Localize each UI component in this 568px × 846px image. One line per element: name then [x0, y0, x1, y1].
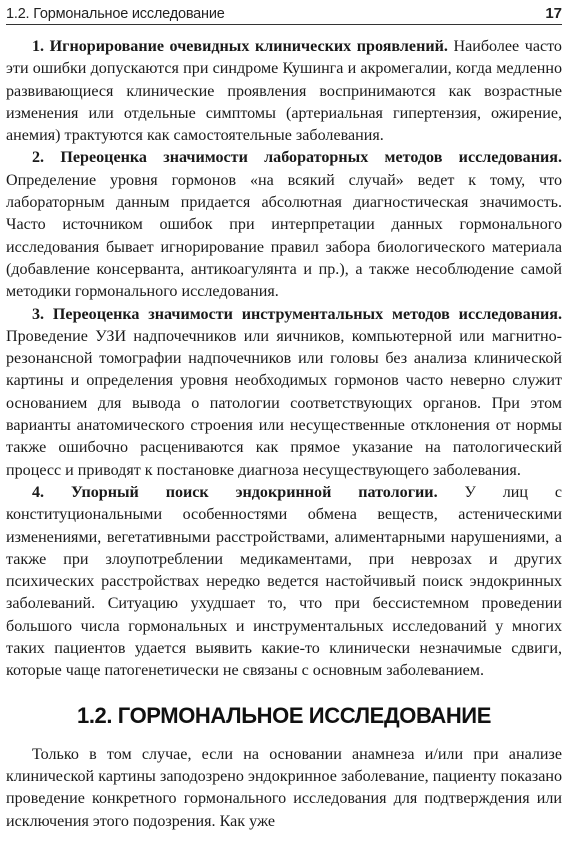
item-text: У лиц с конституциональными особенностями обмена веществ, астеническими изменениями, вегетативными расстройствами, алиментарными нарушениями, а также при злоупотреблении медикаментами, при неврозах и других психических расстройствах нередко ведется настойчивый поиск эндокринных заболеваний. Ситуацию ухудшает то, что при бессистемном проведении большого числа гормональных и инструментальных исследований у многих таких пациентов удается выявить какие-то клинически незначимые сдвиги, которые чаще патогенетически не связаны с основным заболеванием.: [6, 483, 562, 680]
list-item: [6, 304, 562, 482]
running-header-title: 1.2. Гормональное исследование: [6, 6, 225, 22]
item-heading: [32, 484, 438, 501]
header-rule: [6, 24, 562, 25]
list-item: [6, 36, 562, 147]
item-number: 3.: [32, 305, 45, 323]
item-title: Переоценка значимости лабораторных методов исследования.: [60, 149, 562, 167]
item-title: Игнорирование очевидных клинических проявлений.: [49, 38, 448, 55]
item-number: 1.: [32, 38, 45, 55]
section-heading: 1.2. ГОРМОНАЛЬНОЕ ИССЛЕДОВАНИЕ: [77, 702, 491, 728]
item-text: Наиболее часто эти ошибки допускаются при синдроме Кушинга и акромегалии, когда медленно развивающиеся клинические проявления воспринимаются как возрастные изменения или отдельные симптомы (артериальная гипертензия, ожирение, анемия) трактуются как самостоятельные заболевания.: [6, 38, 562, 145]
page-body: [6, 36, 562, 833]
item-heading: [32, 306, 562, 323]
list-item: [6, 482, 562, 683]
running-header: [6, 2, 562, 22]
section-intro-paragraph: Только в том случае, если на основании анамнеза и/или при анализе клинической картины заподозрено эндокринное заболевание, пациенту показано проведение конкретного гормонального исследования для подтверждения или исключения этого подозрения. Как уже: [6, 745, 562, 830]
item-heading: [32, 149, 562, 166]
list-item: [6, 147, 562, 303]
item-number: 2.: [32, 149, 45, 167]
item-title: Переоценка значимости инструментальных методов исследования.: [52, 305, 562, 323]
page-number: 17: [545, 5, 562, 22]
item-text: Определение уровня гормонов «на всякий случай» ведет к тому, что лабораторным данным придается абсолютная диагностическая значимость. Часто источником ошибок при интерпретации данных гормонального исследования бывает игнорирование правил забора биологического материала (добавление консерванта, антикоагулянта и пр.), а также несоблюдение самой методики гормонального исследования.: [6, 171, 562, 301]
item-title: Упорный поиск эндокринной патологии.: [70, 483, 438, 501]
item-heading: [32, 38, 448, 55]
item-text: Проведение УЗИ надпочечников или яичников, компьютерной или магнитно-резонансной томографии надпочечников или головы без анализа клинической картины и определения уровня необходимых гормонов часто неверно служит основанием для вывода о патологии соответствующих органов. При этом варианты анатомического строения или несущественные отклонения от нормы также ошибочно расцениваются как прямое указание на патологический процесс и приводят к постановке диагноза несуществующего заболевания.: [6, 327, 562, 479]
item-number: 4.: [32, 483, 45, 501]
